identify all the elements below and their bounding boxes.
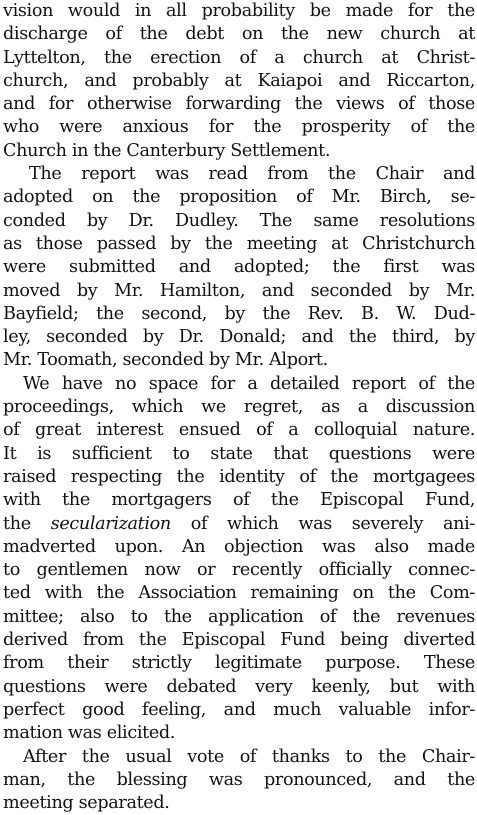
paragraph-closing: [3, 746, 475, 815]
text-line: Lyttelton, the erection of a church at Christ-: [3, 47, 475, 70]
text-line: mittee; also to the application of the revenues: [3, 606, 475, 629]
italic-word: secularization: [51, 514, 171, 534]
paragraph-discussion: [3, 373, 475, 746]
text-line: of great interest ensued of a colloquial nature.: [3, 419, 475, 442]
text-line: madverted upon. An objection was also made: [3, 536, 475, 559]
text-line: to gentlemen now or recently officially connec-: [3, 559, 475, 582]
text-line: raised respecting the identity of the mortgagees: [3, 466, 475, 489]
text-line: man, the blessing was pronounced, and the: [3, 769, 475, 792]
text-line: vision would in all probability be made for the: [3, 0, 475, 23]
text-line: Church in the Canterbury Settlement.: [3, 140, 475, 163]
text-line: perfect good feeling, and much valuable infor-: [3, 699, 475, 722]
text-line: Mr. Toomath, seconded by Mr. Alport.: [3, 349, 475, 372]
text-line: ted with the Association remaining on the Com-: [3, 582, 475, 605]
text-line: The report was read from the Chair and: [3, 163, 475, 186]
text-line: and for otherwise forwarding the views of those: [3, 93, 475, 116]
text-line: who were anxious for the prosperity of the: [3, 116, 475, 139]
text-line: from their strictly legitimate purpose. These: [3, 652, 475, 675]
text-line: derived from the Episcopal Fund being diverted: [3, 629, 475, 652]
line-suffix: of which was severely ani-: [171, 514, 475, 534]
paragraph-continuation: [3, 0, 475, 163]
line-prefix: the: [3, 514, 51, 534]
text-line: After the usual vote of thanks to the Chair-: [3, 746, 475, 769]
text-line: conded by Dr. Dudley. The same resolutions: [3, 210, 475, 233]
text-line: ley, seconded by Dr. Donald; and the third, by: [3, 326, 475, 349]
secularization-line: [3, 513, 475, 536]
paragraph-report: [3, 163, 475, 373]
text-line: with the mortgagers of the Episcopal Fund,: [3, 489, 475, 512]
text-line: proceedings, which we regret, as a discussion: [3, 396, 475, 419]
text-line: We have no space for a detailed report of the: [3, 373, 475, 396]
text-line: were submitted and adopted; the first was: [3, 256, 475, 279]
text-line: Bayfield; the second, by the Rev. B. W. Dud-: [3, 303, 475, 326]
text-line: as those passed by the meeting at Christchurch: [3, 233, 475, 256]
text-line: moved by Mr. Hamilton, and seconded by Mr.: [3, 280, 475, 303]
text-line: adopted on the proposition of Mr. Birch, se-: [3, 186, 475, 209]
text-line: church, and probably at Kaiapoi and Riccarton,: [3, 70, 475, 93]
text-line: It is sufficient to state that questions were: [3, 443, 475, 466]
text-line: meeting separated.: [3, 792, 475, 815]
text-line: mation was elicited.: [3, 722, 475, 745]
text-line: questions were debated very keenly, but with: [3, 676, 475, 699]
text-line: discharge of the debt on the new church at: [3, 23, 475, 46]
